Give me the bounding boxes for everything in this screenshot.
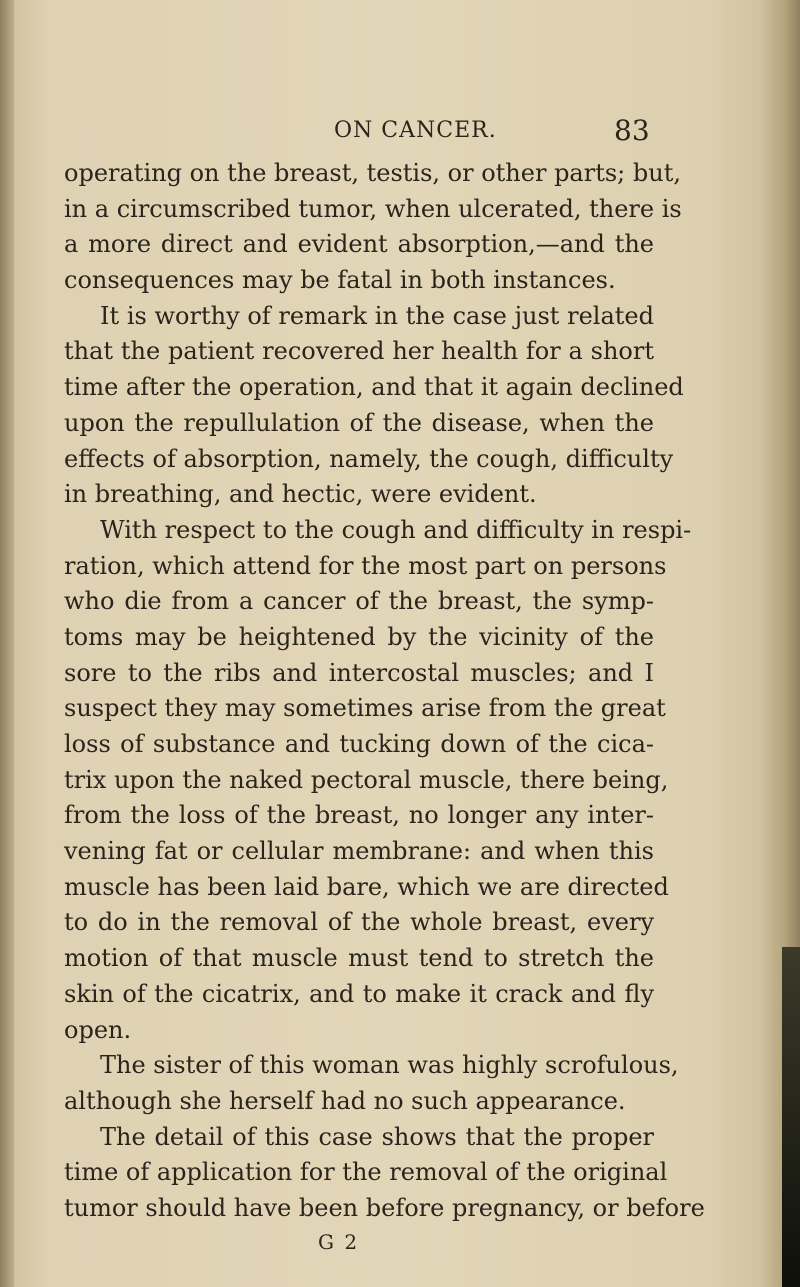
signature-mark: G 2 [318,1230,360,1254]
running-head-title: ON CANCER. [334,118,497,143]
text-line: upon the repullulation of the disease, when the [64,408,654,437]
text-line: a more direct and evident absorption,—and the [64,230,654,259]
text-line: The sister of this woman was highly scrofulous, [100,1051,679,1080]
page-gutter-shadow [0,0,14,1287]
text-line: in a circumscribed tumor, when ulcerated, there is [64,194,682,223]
page-number: 83 [614,114,650,147]
text-line: consequences may be fatal in both instances. [64,266,616,295]
text-line: time of application for the removal of the original [64,1158,668,1187]
text-line: operating on the breast, testis, or other parts; but, [64,159,681,187]
running-head [0,114,800,148]
text-line: time after the operation, and that it again declined [64,373,684,402]
text-line: toms may be heightened by the vicinity of the [64,622,654,651]
text-line: muscle has been laid bare, which we are directed [64,872,669,901]
text-line: from the loss of the breast, no longer any inter- [64,801,654,830]
text-line: sore to the ribs and intercostal muscles; and I [64,658,654,687]
text-line: ration, which attend for the most part on persons [64,551,667,580]
text-line: loss of substance and tucking down of the cica- [64,730,654,758]
text-line: motion of that muscle must tend to stretch the [64,944,654,973]
text-line: in breathing, and hectic, were evident. [64,480,537,509]
text-line: that the patient recovered her health for a short [64,337,654,366]
page-edge-shadow [760,0,800,1287]
text-line: With respect to the cough and difficulty in respi- [100,515,692,544]
text-line: trix upon the naked pectoral muscle, there being, [64,765,669,794]
text-line: The detail of this case shows that the proper [100,1122,654,1151]
text-line: who die from a cancer of the breast, the symp- [64,587,654,616]
text-line: suspect they may sometimes arise from the great [64,694,666,723]
text-line: open. [64,1015,132,1044]
text-line: skin of the cicatrix, and to make it crack and fly [64,979,654,1008]
dark-edge-strip [782,947,800,1287]
text-line: although she herself had no such appearance. [64,1086,626,1115]
text-line: effects of absorption, namely, the cough, difficulty [64,444,674,473]
body-text [64,156,705,1227]
text-line: to do in the removal of the whole breast, every [64,908,654,937]
text-line: It is worthy of remark in the case just related [100,301,654,330]
text-line: tumor should have been before pregnancy, or before [64,1193,705,1222]
text-line: vening fat or cellular membrane: and when this [64,837,654,866]
